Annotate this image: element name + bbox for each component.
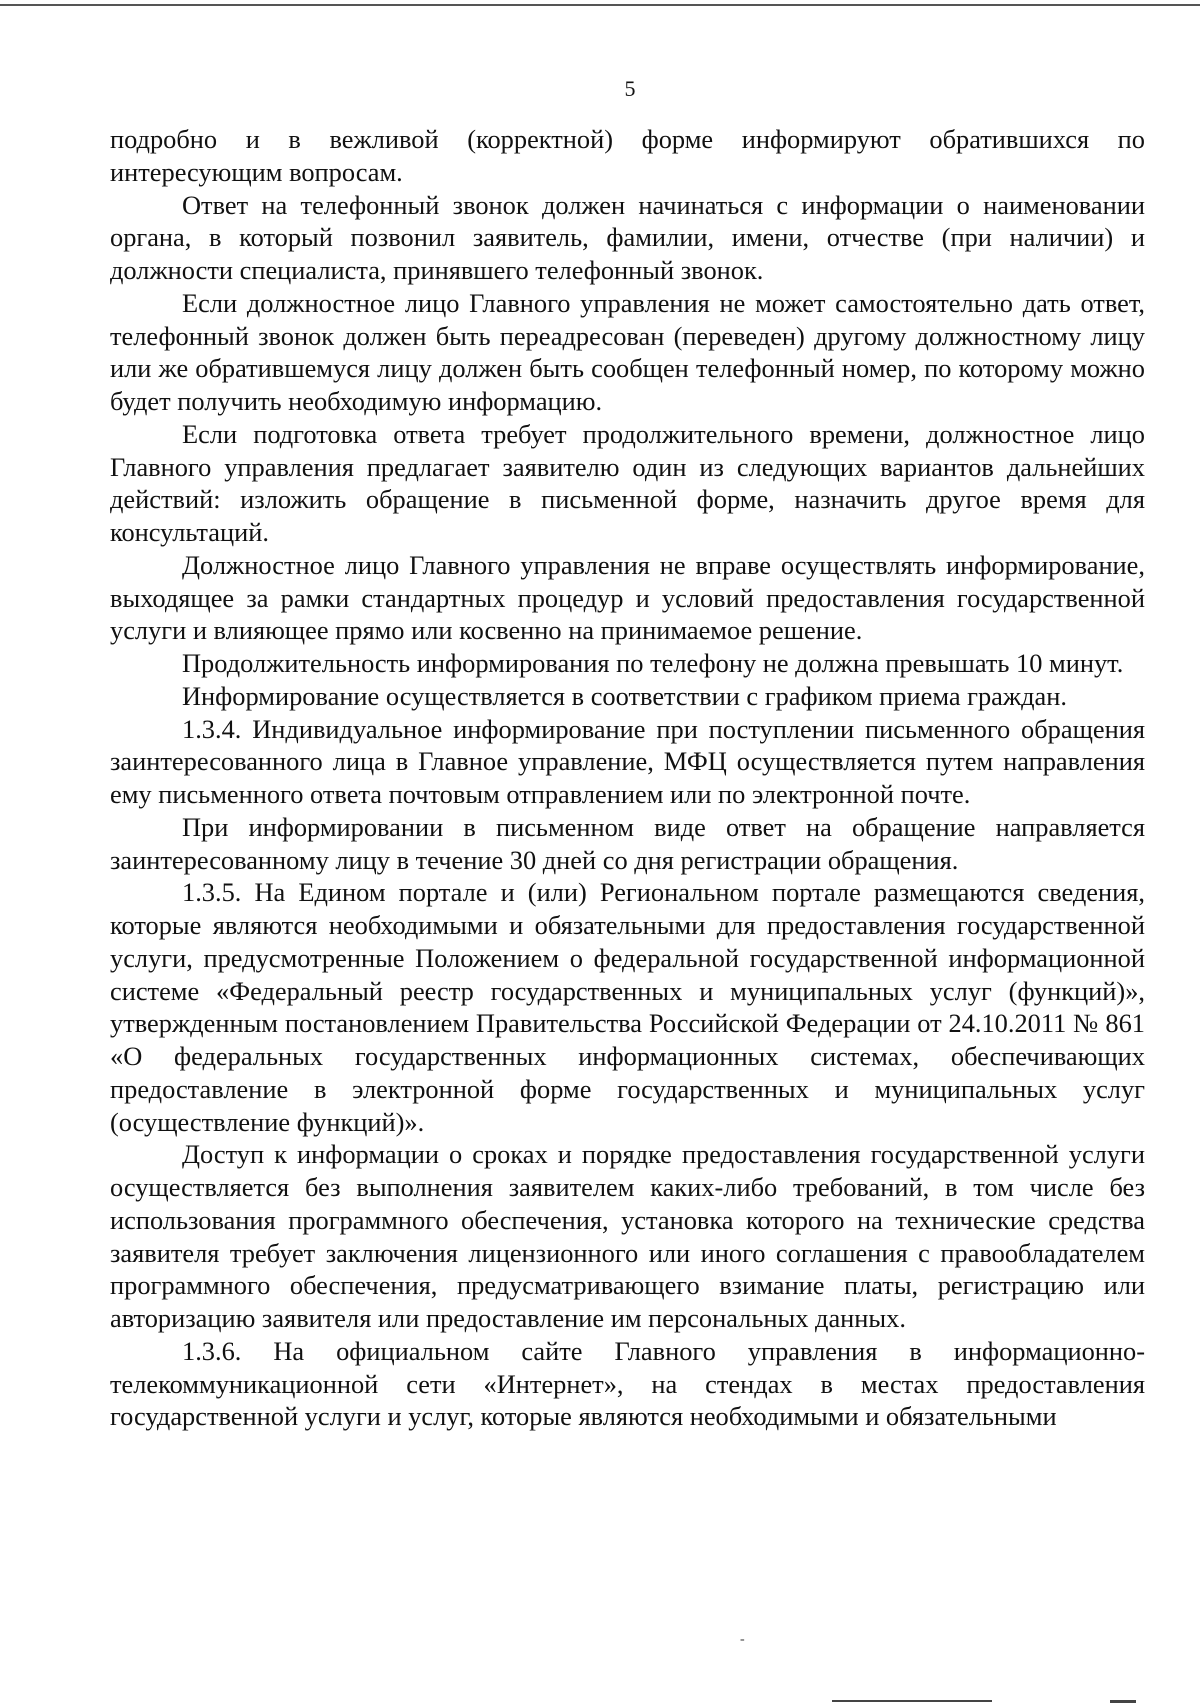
corner-scan-mark [1110,1700,1136,1703]
paragraph-duration: Продолжительность информирования по телефону не должна превышать 10 минут. [182,648,1124,678]
scan-mark: - [740,1632,745,1647]
page-number: 5 [624,76,636,101]
top-border-line [0,4,1200,6]
paragraph-1-3-5: 1.3.5. На Едином портале и (или) Региональном портале размещаются сведения, которые являются необходимыми и обязательными для предоставления государственной услуги, предусмотренные Положением о федеральной государственной информационной системе «Федеральный реестр государственных и муниципальных услуг (функций)», утвержденным постановлением Правительства Российской Федерации от 24.10.2011 № 861 «О федеральных государственных информационных системах, обеспечивающих предоставление в электронной форме государственных и муниципальных услуг (осуществление функций)». [110,877,1145,1137]
paragraph-continuation: подробно и в вежливой (корректной) форме информируют обратившихся по интересующим вопросам. [110,124,1145,187]
paragraph-restrictions: Должностное лицо Главного управления не вправе осуществлять информирование, выходящее за рамки стандартных процедур и условий предоставления государственной услуги и влияющее прямо или косвенно на принимаемое решение. [110,549,1145,646]
paragraph-phone-answer: Ответ на телефонный звонок должен начинаться с информации о наименовании органа, в который позвонил заявитель, фамилии, имени, отчестве (при наличии) и должности специалиста, принявшего телефонный звонок. [110,189,1145,285]
paragraph-schedule: Информирование осуществляется в соответствии с графиком приема граждан. [182,680,1067,711]
document-body [110,123,1145,1433]
paragraph-1-3-6: 1.3.6. На официальном сайте Главного управления в информационно-телекоммуникационной сети «Интернет», на стендах в местах предоставления государственной услуги и услуг, которые являются необходимыми и обязательными [110,1335,1145,1432]
paragraph-long-answer: Если подготовка ответа требует продолжительного времени, должностное лицо Главного управления предлагает заявителю один из следующих вариантов дальнейших действий: изложить обращение в письменной форме, назначить другое время для консультаций. [110,418,1145,547]
paragraph-redirect-call: Если должностное лицо Главного управления не может самостоятельно дать ответ, телефонный звонок должен быть переадресован (переведен) другому должностному лицу или же обратившемуся лицу должен быть сообщен телефонный номер, по которому можно будет получить необходимую информацию. [110,287,1145,416]
paragraph-written-reply: При информировании в письменном виде ответ на обращение направляется заинтересованному лицу в течение 30 дней со дня регистрации обращения. [110,811,1145,875]
bottom-scan-line [832,1700,992,1702]
paragraph-access-info: Доступ к информации о сроках и порядке предоставления государственной услуги осуществляется без выполнения заявителем каких-либо требований, в том числе без использования программного обеспечения, установка которого на технические средства заявителя требует заключения лицензионного или иного соглашения с правообладателем программного обеспечения, предусматривающего взимание платы, регистрацию или авторизацию заявителя или предоставление им персональных данных. [110,1139,1145,1333]
paragraph-1-3-4: 1.3.4. Индивидуальное информирование при поступлении письменного обращения заинтересованного лица в Главное управление, МФЦ осуществляется путем направления ему письменного ответа почтовым отправлением или по электронной почте. [110,713,1145,809]
